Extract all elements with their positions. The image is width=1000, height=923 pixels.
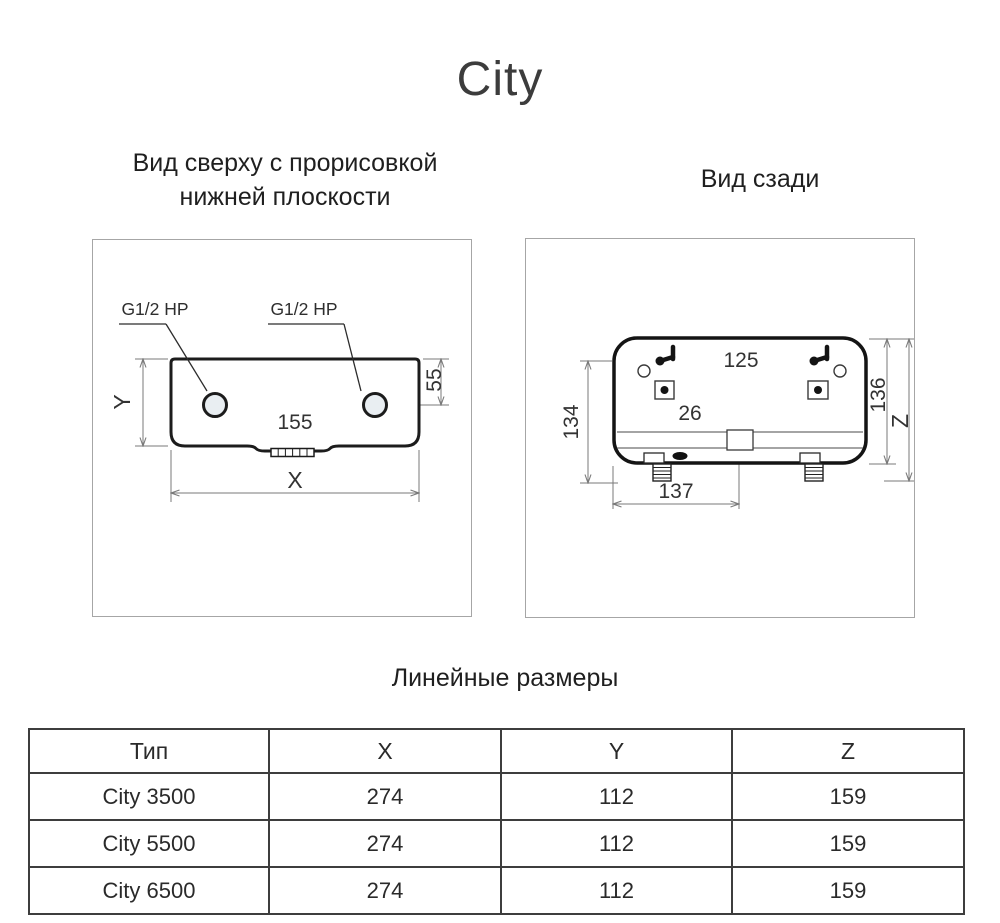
cell-y: 112 [501,773,732,820]
table-row [29,820,964,867]
rating-label-oval [673,452,688,460]
dim-55-label: 55 [422,368,446,392]
screw-hole-left [638,365,650,377]
dim-y-label: Y [108,394,135,410]
cell-type: City 3500 [29,773,269,820]
pipe-plate-right [800,453,820,463]
dim-136-label: 136 [866,377,890,413]
cell-type: City 5500 [29,820,269,867]
screw-hole-right [834,365,846,377]
back-view-panel [525,238,915,618]
pipe-fitting-circle-right [364,394,387,417]
dim-134-label: 134 [559,404,583,440]
table-row [29,773,964,820]
col-header-type: Тип [29,729,269,773]
pipe-fitting-circle-left [204,394,227,417]
page-title: City [456,53,544,106]
cell-x: 274 [269,820,501,867]
top-view-panel [92,239,472,617]
dim-125-label: 125 [723,348,759,372]
threaded-pipe-left [653,464,671,481]
table-row [29,867,964,914]
keyhole-slot-right [808,381,828,399]
back-view-drawing [526,239,916,619]
top-view-label-line1: Вид сверху с прорисовкой [132,149,438,177]
col-header-y: Y [501,729,732,773]
back-view-label: Вид сзади [700,165,820,193]
top-view-label [92,146,478,214]
cell-x: 274 [269,867,501,914]
dim-155-label: 155 [277,410,313,434]
dim-x-label: X [287,466,303,493]
dimensions-table [28,728,965,915]
pipe-plate-left [644,453,664,463]
fitting-label-right: G1/2 HP [270,299,338,320]
cell-type: City 6500 [29,867,269,914]
dim-z-label: Z [886,413,913,429]
col-header-x: X [269,729,501,773]
keyhole-slot-left [655,381,674,399]
cell-y: 112 [501,867,732,914]
terminal-strip [271,449,314,457]
cell-y: 112 [501,820,732,867]
threaded-pipe-right [805,464,823,481]
table-title: Линейные размеры [391,664,619,692]
top-view-label-line2: нижней плоскости [179,183,391,211]
col-header-z: Z [732,729,964,773]
dim-26-label: 26 [678,401,702,425]
dim-137-label: 137 [658,479,694,503]
cell-x: 274 [269,773,501,820]
fitting-label-left: G1/2 HP [121,299,189,320]
cell-z: 159 [732,773,964,820]
table-header-row [29,729,964,773]
cell-z: 159 [732,820,964,867]
cable-entry-box [727,430,753,450]
cell-z: 159 [732,867,964,914]
